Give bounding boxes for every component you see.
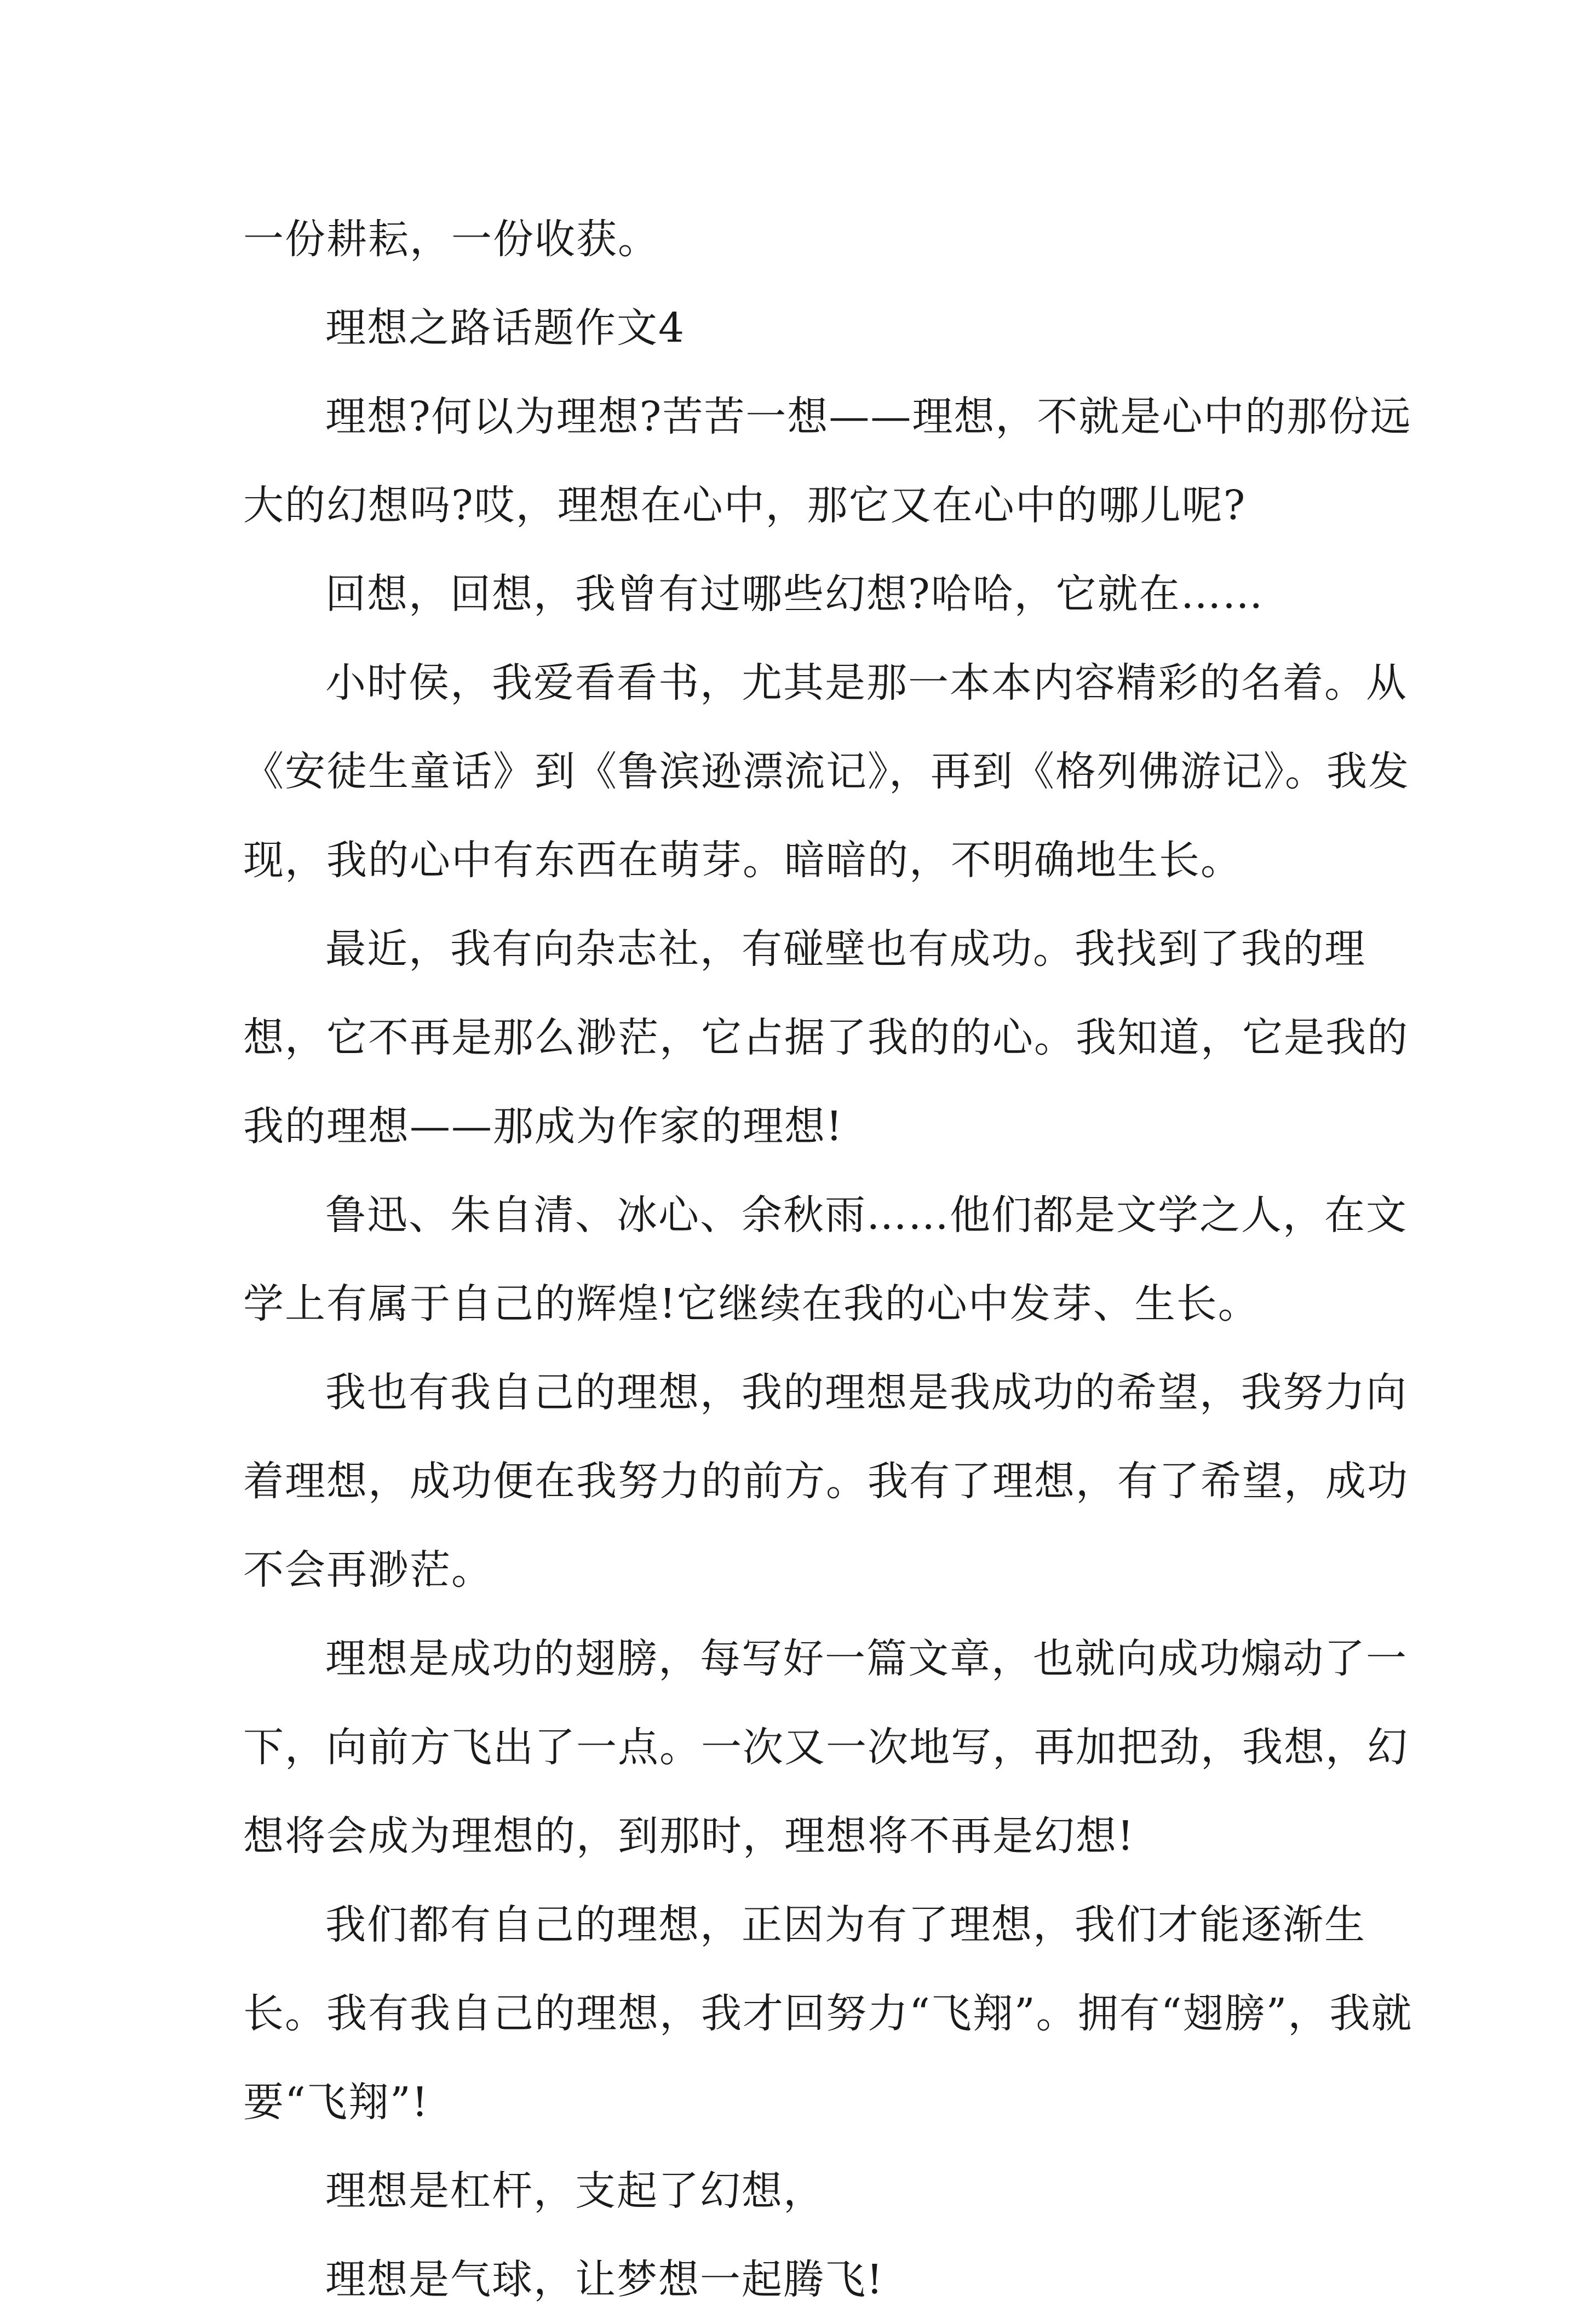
paragraph: 理想是气球，让梦想一起腾飞!	[325, 2256, 884, 2303]
paragraph: 小时侯，我爱看看书，尤其是那一本本内容精彩的名着。从《安徒生童话》到《鲁滨逊漂流记》，再到《格列佛游记》。我发现，我的心中有东西在萌芽。暗暗的，不明确地生长。	[243, 659, 1410, 884]
paragraph: 回想，回想，我曾有过哪些幻想?哈哈，它就在……	[325, 571, 1264, 618]
paragraph: 理想是杠杆，支起了幻想，	[325, 2167, 825, 2214]
paragraph: 理想?何以为理想?苦苦一想——理想，不就是心中的那份远大的幻想吗?哎，理想在心中，那它又在心中的哪儿呢?	[243, 393, 1412, 529]
article-body	[243, 195, 1437, 2324]
article-title: 理想之路话题作文4	[325, 304, 686, 352]
paragraph: 理想是成功的翅膀，每写好一篇文章，也就向成功煽动了一下，向前方飞出了一点。一次又一次地写，再加把劲，我想，幻想将会成为理想的，到那时，理想将不再是幻想!	[243, 1635, 1409, 1860]
paragraph: 我们都有自己的理想，正因为有了理想，我们才能逐渐生长。我有我自己的理想，我才回努力“飞翔”。拥有“翅膀”，我就要“飞翔”!	[243, 1901, 1413, 2126]
paragraph: 一份耕耘，一份收获。	[243, 216, 659, 263]
paragraph: 我也有我自己的理想，我的理想是我成功的希望，我努力向着理想，成功便在我努力的前方。我有了理想，有了希望，成功不会再渺茫。	[243, 1369, 1409, 1594]
paragraph: 最近，我有向杂志社，有碰壁也有成功。我找到了我的理想，它不再是那么渺茫，它占据了我的的心。我知道，它是我的我的理想——那成为作家的理想!	[243, 925, 1409, 1150]
paragraph: 鲁迅、朱自清、冰心、余秋雨……他们都是文学之人，在文学上有属于自己的辉煌!它继续在我的心中发芽、生长。	[243, 1192, 1408, 1327]
